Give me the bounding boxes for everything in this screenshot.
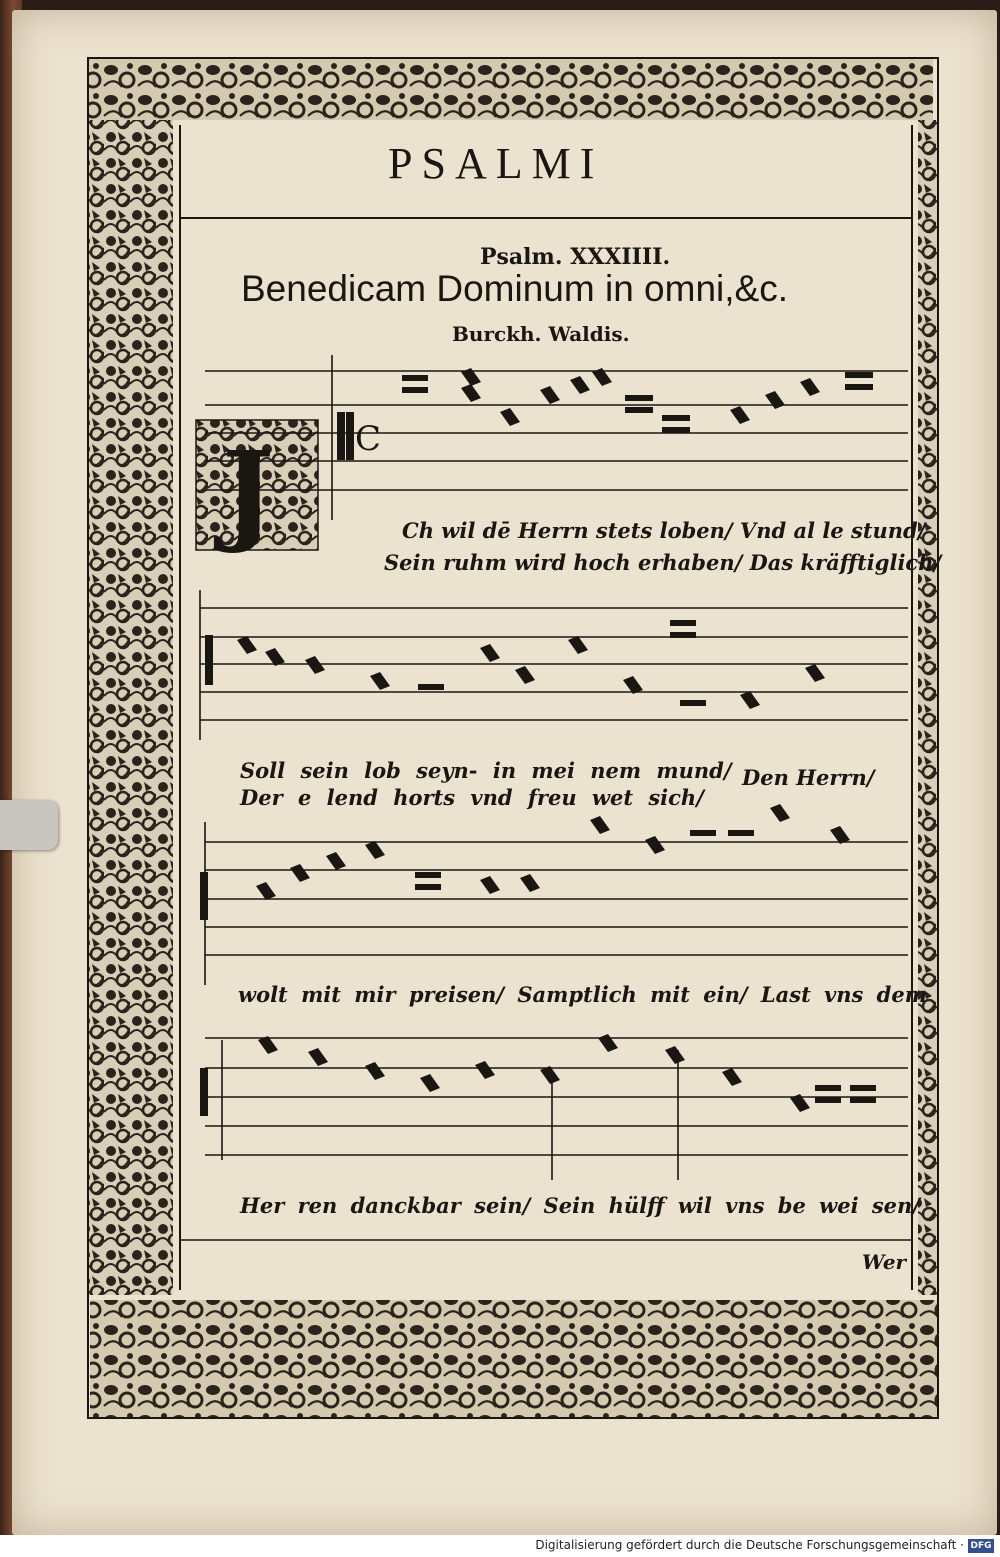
staff-3-notes xyxy=(200,804,850,920)
staff-2 xyxy=(200,590,908,740)
composer-name: Burckh. Waldis. xyxy=(452,322,630,346)
svg-text:C: C xyxy=(355,419,382,459)
lyric-system1-line2: Sein ruhm wird hoch erhaben/ Das kräfftiglich/ xyxy=(384,550,942,575)
staff-4-notes xyxy=(200,1034,876,1116)
psalm-incipit: Benedicam Dominum in omni,&c. xyxy=(241,268,788,309)
page-heading: PSALMI xyxy=(388,139,604,188)
lyric-system3-line1: wolt mit mir preisen/ Samptlich mit ein/ Last vns dem xyxy=(238,982,927,1007)
lyric-system2-aside: Den Herrn/ xyxy=(742,765,875,790)
right-ornament-border xyxy=(918,120,938,1295)
catchword: Wer xyxy=(862,1250,907,1274)
lyric-system2-line1: Soll sein lob seyn- in mei nem mund/ xyxy=(240,758,732,783)
svg-text:J: J xyxy=(222,427,275,556)
lyric-system1-line1: Ch wil dē Herrn stets loben/ Vnd al le stund/ xyxy=(402,518,926,543)
bottom-ornament-border xyxy=(90,1300,938,1418)
lyric-system4-line1: Her ren danckbar sein/ Sein hülff wil vns be wei sen/ xyxy=(240,1193,920,1218)
staff-1-notes xyxy=(337,368,873,460)
staff-3 xyxy=(205,822,908,985)
lyric-system2-line2: Der e lend horts vnd freu wet sich/ xyxy=(240,785,704,810)
left-ornament-border xyxy=(88,120,173,1295)
top-ornament-border xyxy=(88,58,933,120)
psalm-number: Psalm. XXXIIII. xyxy=(480,244,671,270)
footer-credit: Digitalisierung gefördert durch die Deutsche Forschungsgemeinschaft · xyxy=(535,1538,964,1552)
dfg-logo: DFG xyxy=(968,1539,994,1553)
